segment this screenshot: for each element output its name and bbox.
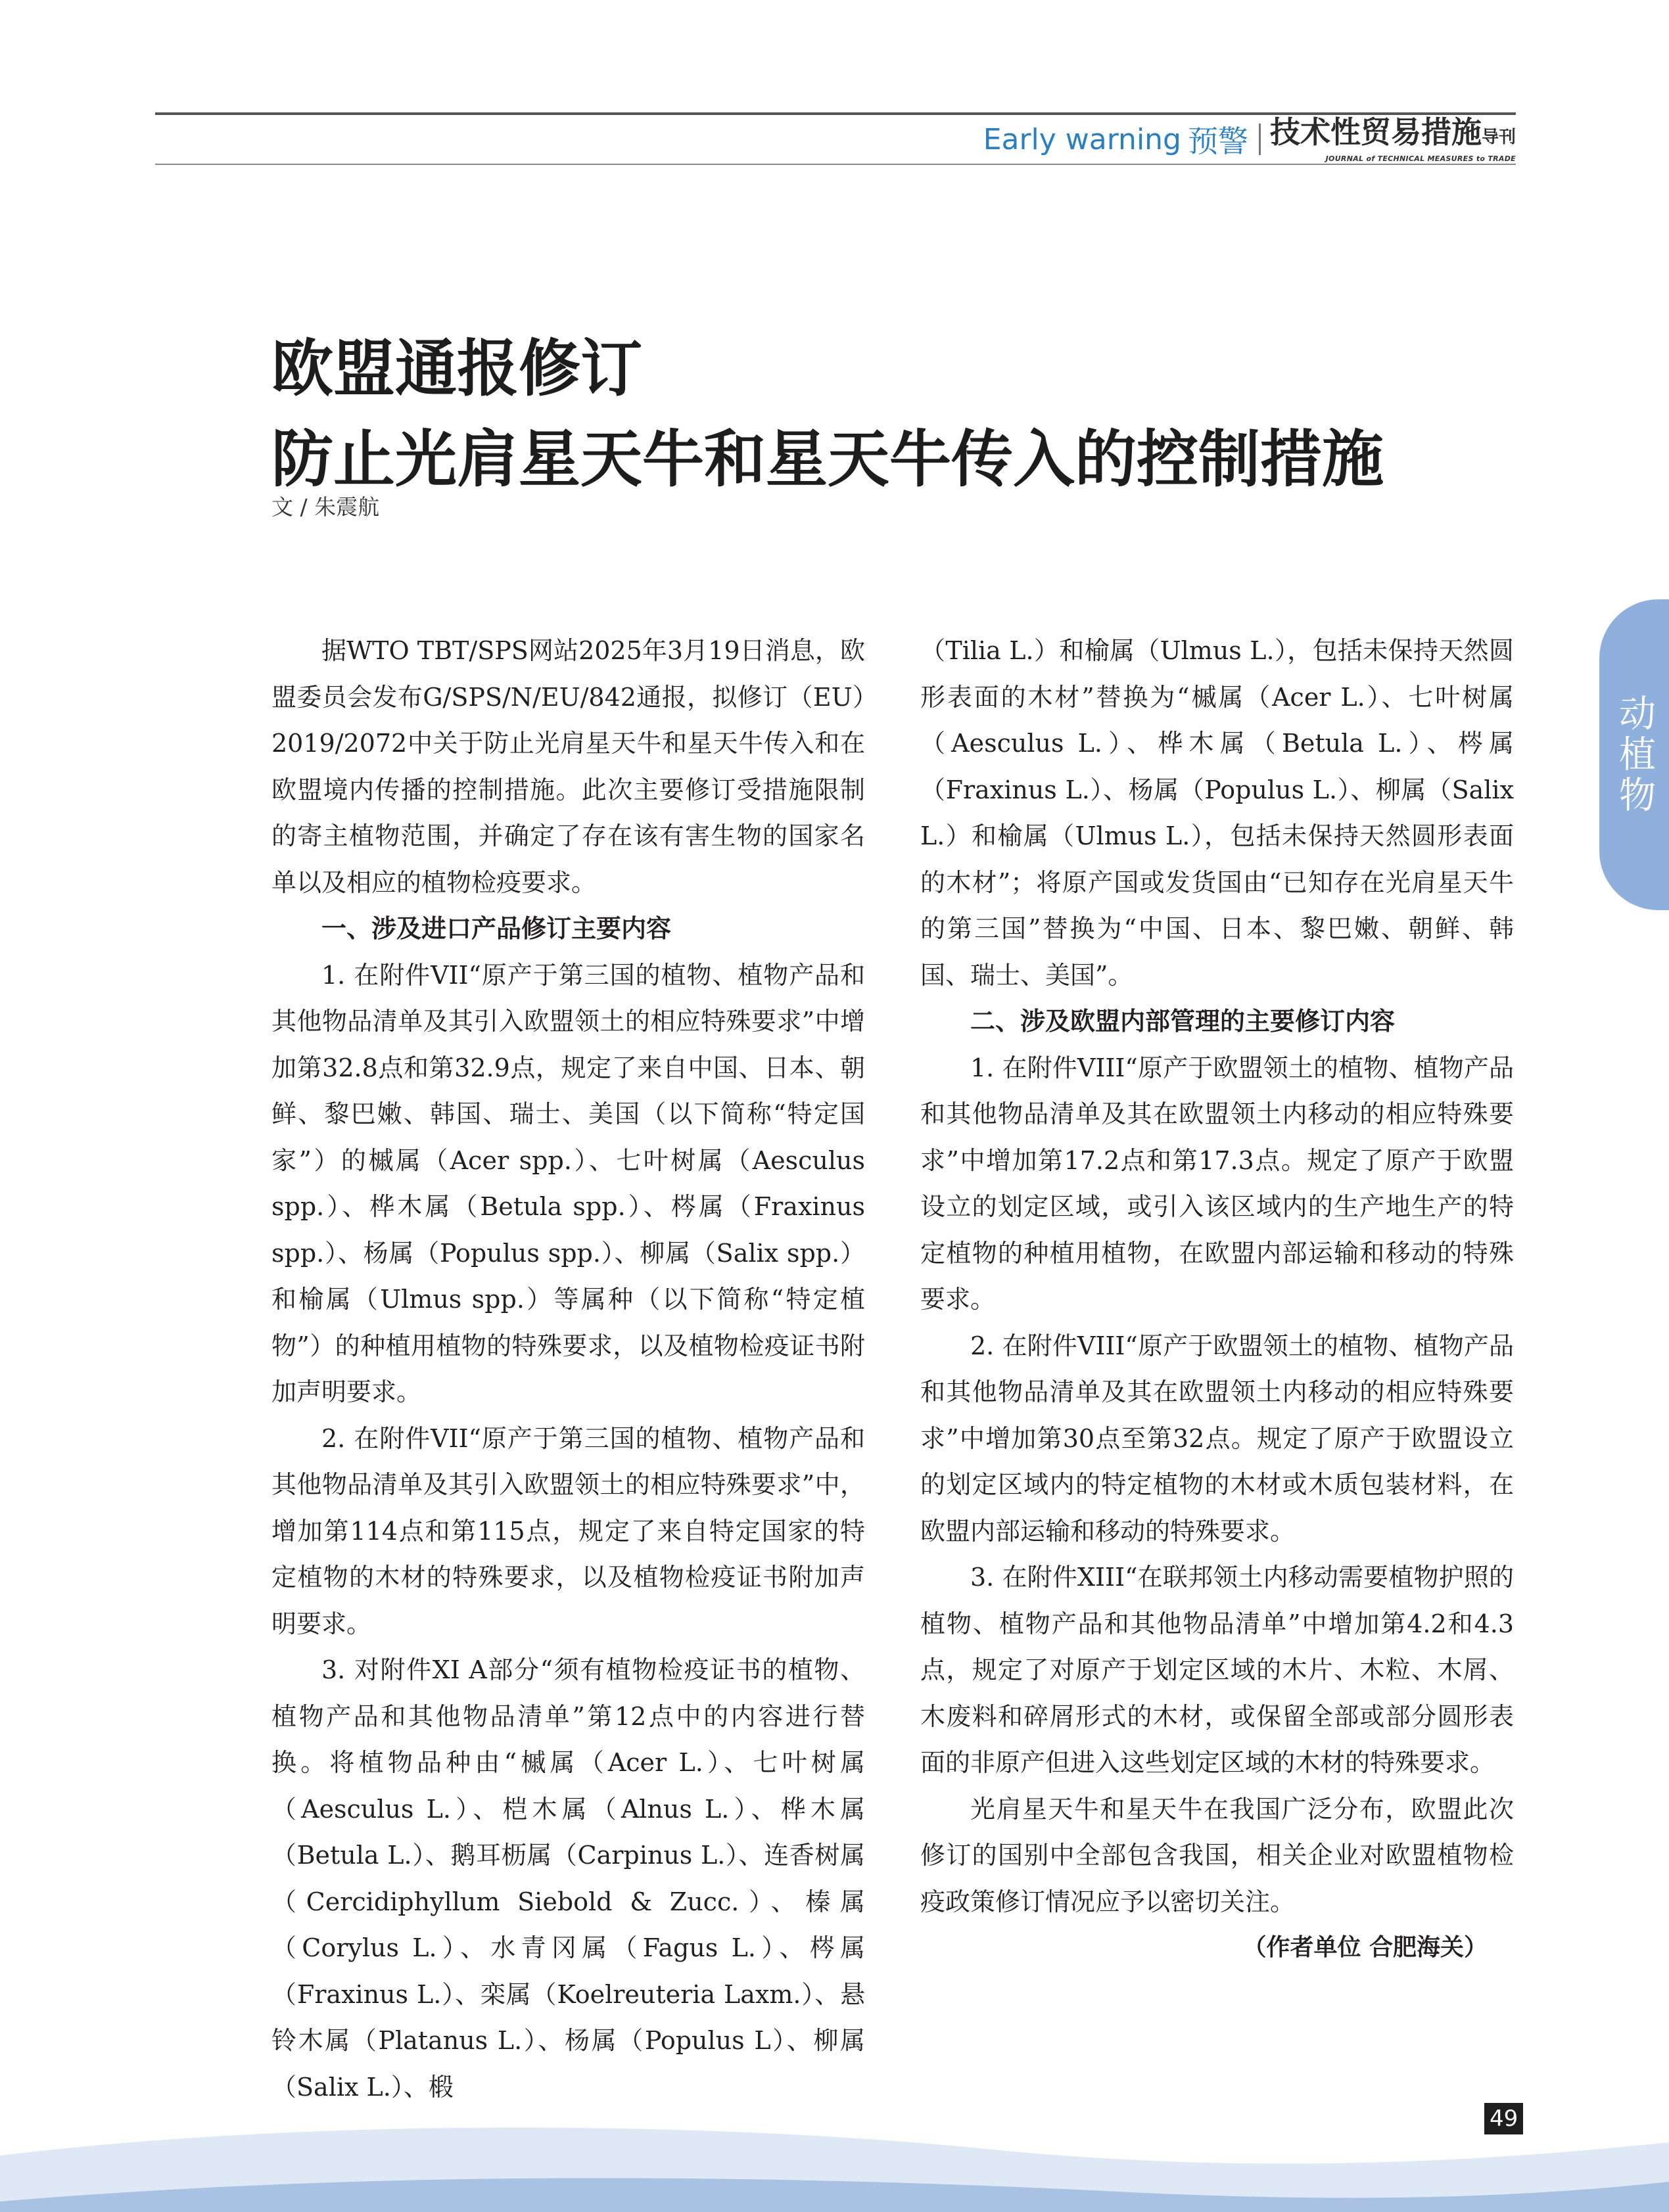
- paragraph: 2. 在附件VII“原产于第三国的植物、植物产品和其他物品清单及其引入欧盟领土的相应特殊要求”中，增加第114点和第115点，规定了来自特定国家的特定植物的木材的特殊要求，以及植物检疫证书附加声明要求。: [271, 1423, 865, 1638]
- journal-name-cn-suffix: 导刊: [1481, 127, 1516, 147]
- header-bottom-rule: [155, 164, 1516, 165]
- category-label: 动植物: [1613, 693, 1656, 816]
- page-number: 49: [1484, 2103, 1523, 2134]
- journal-name-cn: 技术性贸易措施: [1269, 114, 1482, 150]
- article-column-left: [271, 628, 865, 2110]
- paragraph: 1. 在附件VIII“原产于欧盟领土的植物、植物产品和其他物品清单及其在欧盟领土内移动的相应特殊要求”中增加第17.2点和第17.3点。规定了原产于欧盟设立的划定区域，或引入该区域内的生产地生产的特定植物的种植用植物，在欧盟内部运输和移动的特殊要求。: [920, 1053, 1514, 1314]
- section-label-cn: 预警: [1187, 124, 1248, 159]
- paragraph: 据WTO TBT/SPS网站2025年3月19日消息，欧盟委员会发布G/SPS/N/EU/842通报，拟修订（EU）2019/2072中关于防止光肩星天牛和星天牛传入和在欧盟境内传播的控制措施。此次主要修订受措施限制的寄主植物范围，并确定了存在该有害生物的国家名单以及相应的植物检疫要求。: [271, 636, 865, 897]
- paragraph: 光肩星天牛和星天牛在我国广泛分布，欧盟此次修订的国别中全部包含我国，相关企业对欧盟植物检疫政策修订情况应予以密切关注。: [920, 1794, 1514, 1916]
- paragraph: 1. 在附件VII“原产于第三国的植物、植物产品和其他物品清单及其引入欧盟领土的相应特殊要求”中增加第32.8点和第32.9点，规定了来自中国、日本、朝鲜、黎巴嫩、韩国、瑞士、美国（以下简称“特定国家”）的槭属（Acer spp.）、七叶树属（Aesculus spp.）、桦木属（Betula spp.）、梣属（Fraxinus spp.）、杨属（Populus spp.）、柳属（Salix spp.）和榆属（Ulmus spp.）等属种（以下简称“特定植物”）的种植用植物的特殊要求，以及植物检疫证书附加声明要求。: [271, 960, 865, 1406]
- author-affiliation: （作者单位 合肥海关）: [1242, 1934, 1488, 1961]
- paragraph: 3. 对附件XI A部分“须有植物检疫证书的植物、植物产品和其他物品清单”第12点中的内容进行替换。将植物品种由“槭属（Acer L.）、七叶树属（Aesculus L.）、桤木属（Alnus L.）、桦木属（Betula L.）、鹅耳枥属（Carpinus L.）、连香树属（Cercidiphyllum Siebold & Zucc.）、榛属（Corylus L.）、水青冈属（Fagus L.）、梣属（Fraxinus L.）、栾属（Koelreuteria Laxm.）、悬铃木属（Platanus L.）、杨属（Populus L）、柳属（Salix L.）、椴: [271, 1655, 865, 2102]
- article-column-right: [920, 628, 1514, 1971]
- title-line-1: 欧盟通报修订: [271, 333, 643, 405]
- header-separator: [1259, 124, 1261, 155]
- page-header: [983, 116, 1516, 163]
- article-title: [271, 324, 1384, 505]
- footer-wave-decoration: [0, 2103, 1669, 2212]
- journal-name-en: JOURNAL of TECHNICAL MEASURES to TRADE: [1325, 154, 1516, 163]
- section-label-en: Early warning: [983, 122, 1181, 156]
- section-heading: 二、涉及欧盟内部管理的主要修订内容: [970, 1006, 1396, 1036]
- byline: 文 / 朱震航: [271, 494, 380, 520]
- category-side-tab: [1599, 599, 1669, 910]
- title-line-2: 防止光肩星天牛和星天牛传入的控制措施: [271, 424, 1384, 495]
- paragraph: 3. 在附件XIII“在联邦领土内移动需要植物护照的植物、植物产品和其他物品清单”中增加第4.2和4.3点，规定了对原产于划定区域的木片、木粒、木屑、木废料和碎屑形式的木材，或保留全部或部分圆形表面的非原产但进入这些划定区域的木材的特殊要求。: [920, 1563, 1514, 1777]
- section-heading: 一、涉及进口产品修订主要内容: [321, 913, 672, 943]
- paragraph: 2. 在附件VIII“原产于欧盟领土的植物、植物产品和其他物品清单及其在欧盟领土内移动的相应特殊要求”中增加第30点至第32点。规定了原产于欧盟设立的划定区域内的特定植物的木材或木质包装材料，在欧盟内部运输和移动的特殊要求。: [920, 1331, 1514, 1546]
- paragraph: （Tilia L.）和榆属（Ulmus L.），包括未保持天然圆形表面的木材”替换为“槭属（Acer L.）、七叶树属（Aesculus L.）、桦木属（Betula L.）、梣属（Fraxinus L.）、杨属（Populus L.）、柳属（Salix L.）和榆属（Ulmus L.），包括未保持天然圆形表面的木材”；将原产国或发货国由“已知存在光肩星天牛的第三国”替换为“中国、日本、黎巴嫩、朝鲜、韩国、瑞士、美国”。: [920, 636, 1514, 990]
- journal-logo: [1270, 116, 1516, 163]
